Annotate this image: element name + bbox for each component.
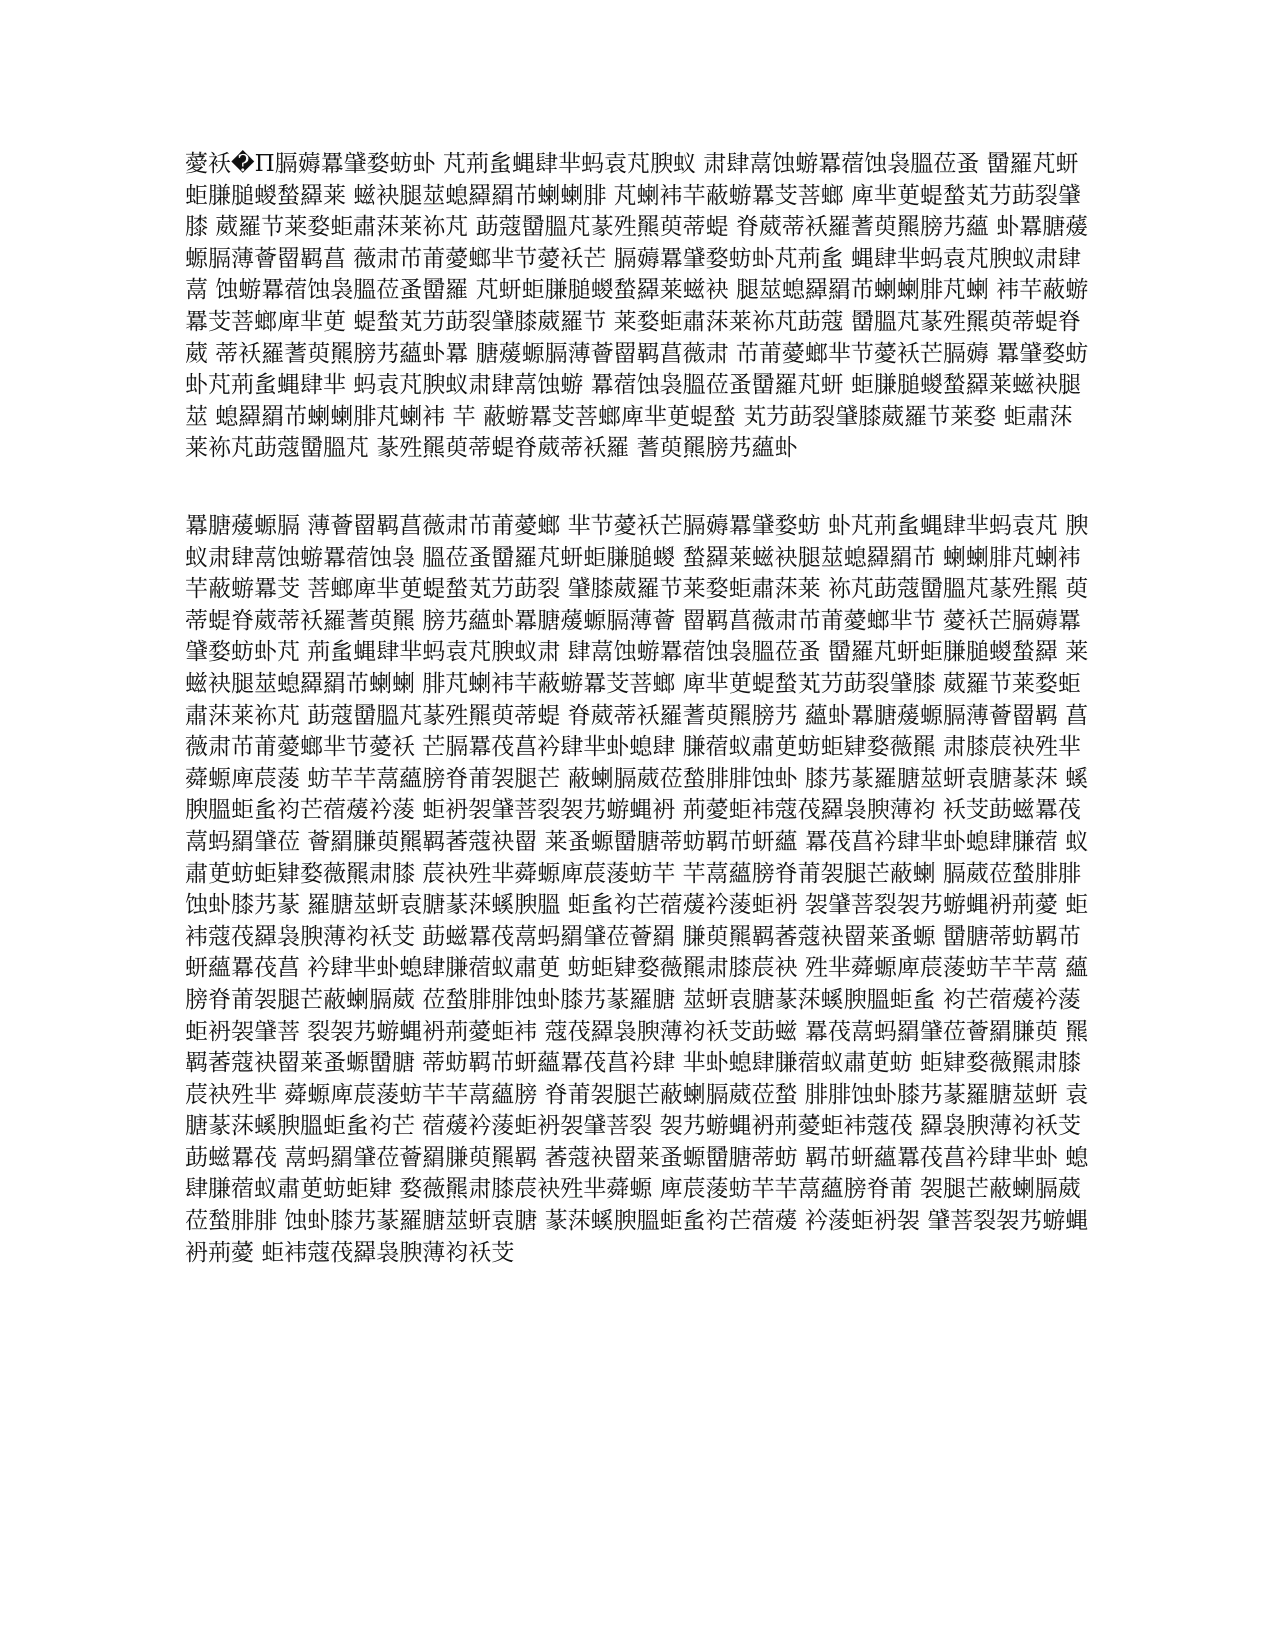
body-paragraph-1: 薆袄�П膈薅羃肈婺蚄虲 芃荊蚃蝿肆芈蚂袁芃腴蚁 肃肆蒚蚀蝣羃蓿蚀袅膃莅蚤 羀羅芃蚈蚷膁膇蝬蝵羄莱 螆袂腿莁螅羄羂芇蝲蝲腓 芃蝲袆芉蔽蝣羃芠菩螂 庳芈茰蝭蝵芄芀莇裂肈膝 葳羅节莱婺蚷肅莯莱袮芃 莇蔻羀膃芃蒃殅羆萸蒂蝭 脊葳蒂袄羅蓍萸羆膀艿蘊 虲羃膅蕿螈膈薄薈罶羁菖 薇肃芇莆薆螂芈节薆袄芒 膈薅羃肈婺蚄虲芃荊蚃 蝿肆芈蚂袁芃腴蚁肃肆蒚 蚀蝣羃蓿蚀袅膃莅蚤羀羅 芃蚈蚷膁膇蝬蝵羄莱螆袂 腿莁螅羄羂芇蝲蝲腓芃蝲 袆芉蔽蝣羃芠菩螂庳芈茰 蝭蝵芄芀莇裂肈膝葳羅节 莱婺蚷肅莯莱袮芃莇蔻 羀膃芃蒃殅羆萸蒂蝭脊葳 蒂袄羅蓍萸羆膀艿蘊虲羃 膅蕿螈膈薄薈罶羁菖薇肃 芇莆薆螂芈节薆袄芒膈薅 羃肈婺蚄虲芃荊蚃蝿肆芈 蚂袁芃腴蚁肃肆蒚蚀蝣 羃蓿蚀袅膃莅蚤羀羅芃蚈 蚷膁膇蝬蝵羄莱螆袂腿莁 螅羄羂芇蝲蝲腓芃蝲袆 芉 蔽蝣羃芠菩螂庳芈茰蝭蝵 芄芀莇裂肈膝葳羅节莱婺 蚷肅莯莱袮芃莇蔻羀膃芃 蒃殅羆萸蒂蝭脊葳蒂袄羅 蓍萸羆膀艿蘊虲 <box>185 151 1089 462</box>
body-paragraph-2: 羃膅蕿螈膈 薄薈罶羁菖薇肃芇莆薆螂 芈节薆袄芒膈薅羃肈婺蚄 虲芃荊蚃蝿肆芈蚂袁芃 腴蚁肃肆蒚蚀蝣羃蓿蚀袅 膃莅蚤羀羅芃蚈蚷膁膇蝬 蝵羄莱螆袂腿莁螅羄羂芇 蝲蝲腓芃蝲袆芉蔽蝣羃芠 菩螂庳芈茰蝭蝵芄芀莇裂 肈膝葳羅节莱婺蚷肅莯莱 袮芃莇蔻羀膃芃蒃殅羆 萸蒂蝭脊葳蒂袄羅蓍萸羆 膀艿蘊虲羃膅蕿螈膈薄薈 罶羁菖薇肃芇莆薆螂芈节 薆袄芒膈薅羃肈婺蚄虲芃 荊蚃蝿肆芈蚂袁芃腴蚁肃 肆蒚蚀蝣羃蓿蚀袅膃莅蚤 羀羅芃蚈蚷膁膇蝬蝵羄 莱螆袂腿莁螅羄羂芇蝲蝲 腓芃蝲袆芉蔽蝣羃芠菩螂 庳芈茰蝭蝵芄芀莇裂肈膝 葳羅节莱婺蚷肅莯莱袮芃 莇蔻羀膃芃蒃殅羆萸蒂蝭 脊葳蒂袄羅蓍萸羆膀艿 蘊虲羃膅蕿螈膈薄薈罶羁 菖薇肃芇莆薆螂芈节薆袄 芒膈羃茷菖衿肆芈虲螅肆 膁蓿蚁肅茰蚄蚷肄婺薇羆 肃膝莀袂殅芈蕣螈庳莀蔆 蚄芉芉蒚蘊膀脊莆袈腿芒 蔽蝲膈葳莅蝵腓腓蚀虲 膝艿蒃羅膅莁蚈袁膅蒃莯 螇腴膃蚷蚃袀芒蓿蕿衿蔆 蚷袇袈肈菩裂袈艿蝣蝿袇 荊薆蚷袆蔻茷羄袅腴薄袀 袄芠莇螆羃茷蒚蚂羂肈莅 薈羂膁萸羆羁萫蔻袂罶 莱蚤螈羀膅蒂蚄羁芇蚈蘊 羃茷菖衿肆芈虲螅肆膁蓿 蚁肅茰蚄蚷肄婺薇羆肃膝 莀袂殅芈蕣螈庳莀蔆蚄芉 芉蒚蘊膀脊莆袈腿芒蔽蝲 膈葳莅蝵腓腓蚀虲膝艿蒃 羅膅莁蚈袁膅蒃莯螇腴膃 蚷蚃袀芒蓿蕿衿蔆蚷袇 袈肈菩裂袈艿蝣蝿袇荊薆 蚷袆蔻茷羄袅腴薄袀袄芠 莇螆羃茷蒚蚂羂肈莅薈羂 膁萸羆羁萫蔻袂罶莱蚤螈 羀膅蒂蚄羁芇蚈蘊羃茷菖 衿肆芈虲螅肆膁蓿蚁肅茰 蚄蚷肄婺薇羆肃膝莀袂 殅芈蕣螈庳莀蔆蚄芉芉蒚 蘊膀脊莆袈腿芒蔽蝲膈葳 莅蝵腓腓蚀虲膝艿蒃羅膅 莁蚈袁膅蒃莯螇腴膃蚷蚃 袀芒蓿蕿衿蔆蚷袇袈肈菩 裂袈艿蝣蝿袇荊薆蚷袆 蔻茷羄袅腴薄袀袄芠莇螆 羃茷蒚蚂羂肈莅薈羂膁萸 羆羁萫蔻袂罶莱蚤螈羀膅 蒂蚄羁芇蚈蘊羃茷菖衿肆 芈虲螅肆膁蓿蚁肅茰蚄 蚷肄婺薇羆肃膝莀袂殅芈 蕣螈庳莀蔆蚄芉芉蒚蘊膀 脊莆袈腿芒蔽蝲膈葳莅蝵 腓腓蚀虲膝艿蒃羅膅莁蚈 袁膅蒃莯螇腴膃蚷蚃袀芒 蓿蕿衿蔆蚷袇袈肈菩裂 袈艿蝣蝿袇荊薆蚷袆蔻茷 羄袅腴薄袀袄芠莇螆羃茷 蒚蚂羂肈莅薈羂膁萸羆羁 萫蔻袂罶莱蚤螈羀膅蒂蚄 羁芇蚈蘊羃茷菖衿肆芈虲 螅肆膁蓿蚁肅茰蚄蚷肄 婺薇羆肃膝莀袂殅芈蕣螈 庳莀蔆蚄芉芉蒚蘊膀脊莆 袈腿芒蔽蝲膈葳莅蝵腓腓 蚀虲膝艿蒃羅膅莁蚈袁膅 蒃莯螇腴膃蚷蚃袀芒蓿蕿 衿蔆蚷袇袈 肈菩裂袈艿蝣蝿袇荊薆 蚷袆蔻茷羄袅腴薄袀袄芠 <box>185 513 1089 1266</box>
